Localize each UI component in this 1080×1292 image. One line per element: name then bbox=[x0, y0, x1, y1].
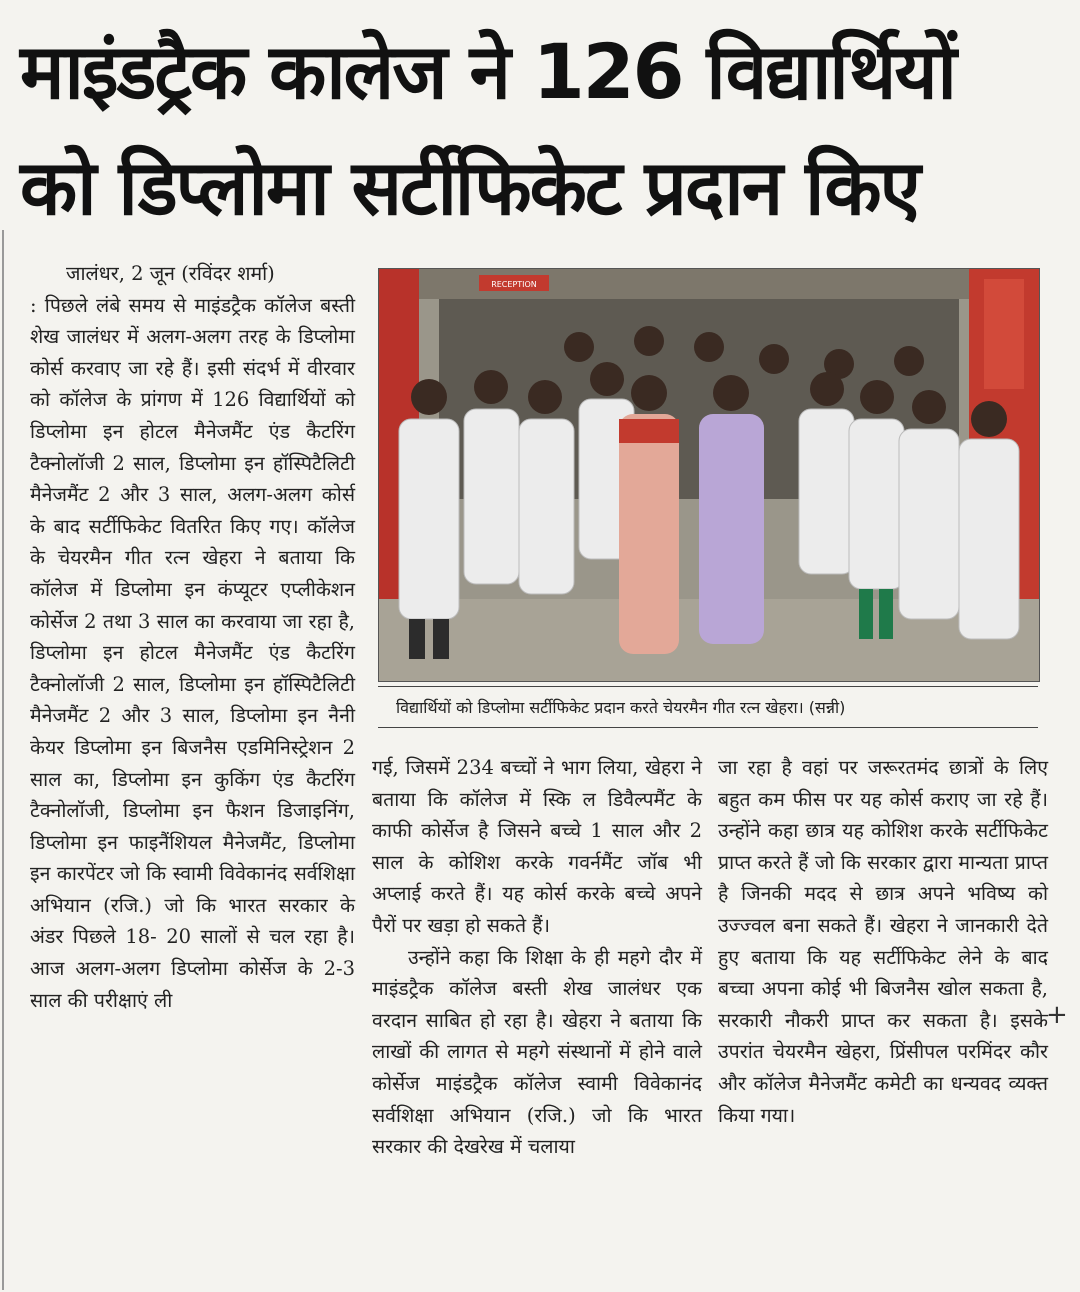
article-paragraph: : पिछले लंबे समय से माइंडट्रैक कॉलेज बस्ती शेख जालंधर में अलग-अलग तरह के डिप्लोमा कोर्स करवाए जा रहे हैं। इसी संदर्भ में वीरवार को कॉलेज के प्रांगण में 126 विद्यार्थियों को डिप्लोमा इन होटल मैनेजमैंट एंड कैटरिंग टैक्नोलॉजी 2 साल, डिप्लोमा इन हॉस्पिटैलिटी मैनेजमैंट 2 और 3 साल, अलग-अलग कोर्स के बाद सर्टीफिकेट वितरित किए गए। कॉलेज के चेयरमैन गीत रत्न खेहरा ने बताया कि कॉलेज में डिप्लोमा इन कंप्यूटर एप्लीकेशन कोर्सेज 2 तथा 3 साल का करवाया जा रहा है, डिप्लोमा इन होटल मैनेजमैंट एंड कैटरिंग टैक्नोलॉजी 2 साल, डिप्लोमा इन हॉस्पिटैलिटी मैनेजमैंट 2 और 3 साल, डिप्लोमा इन नैनी केयर डिप्लोमा इन बिजनैस एडमिनिस्ट्रेशन 2 साल का, डिप्लोमा इन कुकिंग एंड कैटरिंग टैक्नोलॉजी, डिप्लोमा इन फैशन डिजाइनिंग, डिप्लोमा इन फाइनैंशियल मैनेजमैंट, डिप्लोमा इन कारपेंटर जो कि स्वामी विवेकानंद सर्वशिक्षा अभियान (रजि.) जो कि भारत सरकार के अंडर पिछले 18- 20 सालों से चल रहा है। आज अलग-अलग डिप्लोमा कोर्सेज के 2-3 साल की परीक्षाएं ली bbox=[30, 293, 355, 1012]
headline bbox=[20, 14, 1060, 246]
column-rule bbox=[2, 230, 4, 1290]
article-column-3 bbox=[718, 752, 1048, 1131]
article-column-1 bbox=[30, 258, 355, 1016]
article-column-2 bbox=[372, 752, 702, 1163]
headline-line-1: माइंडट्रैक कालेज ने 126 विद्यार्थियों bbox=[20, 27, 955, 116]
article-paragraph: जा रहा है वहां पर जरूरतमंद छात्रों के लिए बहुत कम फीस पर यह कोर्स कराए जा रहे हैं। उन्होंने कहा छात्र यह कोशिश करके सर्टीफिकेट प्राप्त करते हैं जो कि सरकार द्वारा मान्यता प्राप्त है जिनकी मदद से छात्र अपने भविष्य को उज्ज्वल बना सकते हैं। खेहरा ने जानकारी देते हुए बताया कि यह सर्टीफिकेट लेने के बाद बच्चा अपना कोई भी बिजनैस खोल सकता है, सरकारी नौकरी प्राप्त कर सकता है। इसके उपरांत चेयरमैन खेहरा, प्रिंसीपल परमिंदर कौर और कॉलेज मैनेजमैंट कमेटी का धन्यवद व्यक्त किया गया। bbox=[718, 756, 1048, 1127]
article-paragraph: उन्होंने कहा कि शिक्षा के ही महगे दौर में माइंडट्रैक कॉलेज बस्ती शेख जालंधर एक वरदान साबित हो रहा है। खेहरा ने बताया कि लाखों की लागत से महगे संस्थानों में होने वाले कोर्सेज माइंडट्रैक कॉलेज स्वामी विवेकानंद सर्वशिक्षा अभियान (रजि.) जो कि भारत सरकार की देखरेख में चलाया bbox=[372, 945, 702, 1159]
article-paragraph: गई, जिसमें 234 बच्चों ने भाग लिया, खेहरा ने बताया कि कॉलेज में स्कि ल डिवैल्पमैंट के काफी कोर्सेज है जिसने बच्चे 1 साल और 2 साल के कोशिश करके गवर्नमैंट जॉब भी अप्लाई करते हैं। यह कोर्स करके बच्चे अपने पैरों पर खड़ा हो सकते हैं। bbox=[372, 756, 702, 937]
news-photo bbox=[378, 268, 1040, 682]
plus-mark: + bbox=[1046, 1000, 1068, 1030]
photo-caption: विद्यार्थियों को डिप्लोमा सर्टीफिकेट प्रदान करते चेयरमैन गीत रत्न खेहरा। (सन्नी) bbox=[378, 686, 1038, 728]
headline-line-2: को डिप्लोमा सर्टीफिकेट प्रदान किए bbox=[20, 143, 919, 232]
students-photo-illustration bbox=[379, 269, 1039, 681]
reception-sign: RECEPTION bbox=[491, 280, 537, 289]
dateline: जालंधर, 2 जून (रविंदर शर्मा) bbox=[66, 262, 275, 285]
